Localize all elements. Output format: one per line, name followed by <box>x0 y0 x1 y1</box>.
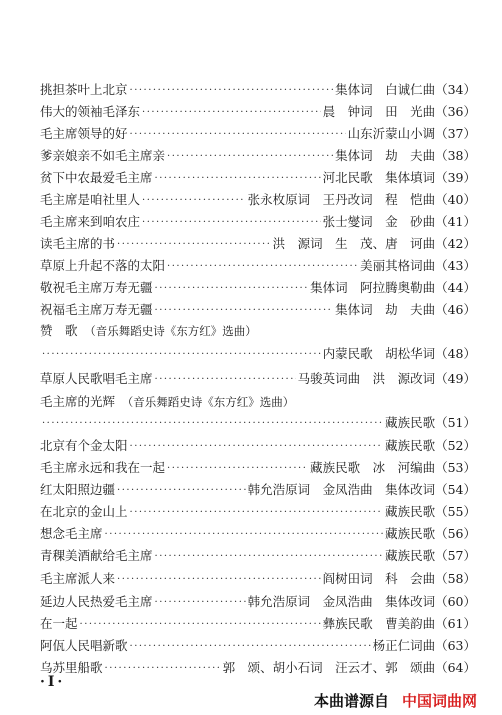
entry-credit: 杨正仁词曲（63） <box>372 638 476 653</box>
entry-title: 毛主席派人来 <box>40 571 116 586</box>
leader-dots <box>105 662 221 676</box>
entry-title: 想念毛主席 <box>40 526 103 541</box>
entry-title: 祝福毛主席万寿无疆 <box>40 302 153 317</box>
entry-title: 敬祝毛主席万寿无疆 <box>40 280 153 295</box>
entry-credit: 藏族民歌（57） <box>385 548 476 563</box>
entry-title: 毛主席的光辉 <box>40 394 116 409</box>
entry-title: 草原人民歌唱毛主席 <box>40 371 153 386</box>
entry-credit: 张永枚原词 王丹改词 程 恺曲（40） <box>247 192 476 207</box>
entry-credit: 藏族民歌 冰 河编曲（53） <box>310 460 476 475</box>
leader-dots <box>117 238 271 252</box>
leader-dots <box>167 150 333 164</box>
toc-entry[interactable] <box>40 520 476 542</box>
footer-source-text: 本曲谱源自 <box>314 692 390 710</box>
entry-credit: 洪 源词 生 茂、唐 诃曲（42） <box>272 236 476 251</box>
toc-entry[interactable] <box>40 76 476 98</box>
toc-entry[interactable] <box>40 296 476 318</box>
entry-title: 读毛主席的书 <box>40 236 116 251</box>
leader-dots <box>42 417 383 431</box>
entry-title: 北京有个金太阳 <box>40 438 128 453</box>
entry-credit: 藏族民歌（52） <box>385 438 476 453</box>
entry-credit: 集体词 阿拉腾奥勒曲（44） <box>310 280 476 295</box>
leader-dots <box>105 528 384 542</box>
toc-entry[interactable] <box>40 208 476 230</box>
leader-dots <box>117 573 321 587</box>
entry-credit: 马骏英词曲 洪 源改词（49） <box>297 371 476 386</box>
toc-entry[interactable] <box>40 565 476 587</box>
leader-dots <box>155 550 384 564</box>
toc-entry-heading[interactable] <box>40 392 294 410</box>
toc-entry[interactable] <box>40 454 476 476</box>
toc-entry[interactable] <box>40 252 476 274</box>
entry-credit: 韩允浩原词 金凤浩曲 集体改词（60） <box>247 594 476 609</box>
leader-dots <box>130 128 346 142</box>
entry-credit: 河北民歌 集体填词（39） <box>322 170 476 185</box>
entry-credit: 集体词 劫 夫曲（46） <box>335 302 476 317</box>
entry-credit: 张士燮词 金 砂曲（41） <box>322 214 476 229</box>
entry-title: 红太阳照边疆 <box>40 482 116 497</box>
leader-dots <box>155 172 321 186</box>
entry-credit: 彝族民歌 曹美韵曲（61） <box>322 616 476 631</box>
entry-title: 在一起 <box>40 616 78 631</box>
entry-title: 贫下中农最爱毛主席 <box>40 170 153 185</box>
entry-title: 草原上升起不落的太阳 <box>40 258 166 273</box>
entry-credit: 郭 颂、胡小石词 汪云才、郭 颂曲（64） <box>222 660 476 675</box>
leader-dots <box>130 440 384 454</box>
entry-title: 延边人民热爱毛主席 <box>40 594 153 609</box>
leader-dots <box>167 260 358 274</box>
entry-title: 毛主席永远和我在一起 <box>40 460 166 475</box>
toc-entry[interactable] <box>40 588 476 610</box>
entry-credit: 山东沂蒙山小调（37） <box>347 126 476 141</box>
entry-credit: 内蒙民歌 胡松华词（48） <box>322 346 476 361</box>
entry-credit: 美丽其格词曲（43） <box>360 258 476 273</box>
toc-entry[interactable] <box>40 365 476 387</box>
entry-title: 青稞美酒献给毛主席 <box>40 548 153 563</box>
entry-credit: 韩允浩原词 金凤浩曲 集体改词（54） <box>247 482 476 497</box>
toc-entry[interactable] <box>40 654 476 676</box>
entry-credit: 集体词 白诚仁曲（34） <box>335 82 476 97</box>
entry-note: （音乐舞蹈史诗《东方红》选曲） <box>127 395 295 409</box>
entry-title: 挑担茶叶上北京 <box>40 82 128 97</box>
leader-dots <box>130 640 371 654</box>
entry-title: 毛主席来到咱农庄 <box>40 214 141 229</box>
entry-title: 赞 歌 <box>40 323 78 338</box>
entry-title: 乌苏里船歌 <box>40 660 103 675</box>
leader-dots <box>155 304 334 318</box>
toc-entry[interactable] <box>40 120 476 142</box>
toc-entry-heading[interactable] <box>40 321 257 339</box>
toc-entry-continuation[interactable] <box>40 409 476 431</box>
page-number: ·Ⅰ· <box>40 674 66 690</box>
toc-entry[interactable] <box>40 230 476 252</box>
leader-dots <box>142 106 321 120</box>
leader-dots <box>42 348 321 362</box>
toc-entry[interactable] <box>40 610 476 632</box>
toc-entry[interactable] <box>40 142 476 164</box>
entry-title: 伟大的领袖毛泽东 <box>40 104 141 119</box>
footer-site-link[interactable]: 中国词曲网 <box>402 692 478 710</box>
entry-title: 阿佤人民唱新歌 <box>40 638 128 653</box>
entry-note: （音乐舞蹈史诗《东方红》选曲） <box>90 324 257 338</box>
entry-title: 毛主席领导的好 <box>40 126 128 141</box>
leader-dots <box>155 282 309 296</box>
toc-entry[interactable] <box>40 164 476 186</box>
leader-dots <box>142 216 321 230</box>
toc-entry[interactable] <box>40 632 476 654</box>
toc-entry[interactable] <box>40 274 476 296</box>
toc-entry[interactable] <box>40 98 476 120</box>
toc-entry[interactable] <box>40 476 476 498</box>
entry-credit: 阎树田词 科 会曲（58） <box>322 571 476 586</box>
entry-credit: 藏族民歌（55） <box>385 504 476 519</box>
entry-title: 在北京的金山上 <box>40 504 128 519</box>
leader-dots <box>80 618 321 632</box>
entry-credit: 集体词 劫 夫曲（38） <box>335 148 476 163</box>
toc-entry[interactable] <box>40 498 476 520</box>
toc-entry-continuation[interactable] <box>40 340 476 362</box>
leader-dots <box>130 84 334 98</box>
toc-entry[interactable] <box>40 542 476 564</box>
leader-dots <box>142 194 246 208</box>
entry-credit: 晨 钟词 田 光曲（36） <box>322 104 476 119</box>
entry-title: 毛主席是咱社里人 <box>40 192 141 207</box>
entry-credit: 藏族民歌（51） <box>385 415 476 430</box>
leader-dots <box>130 506 384 520</box>
toc-entry[interactable] <box>40 432 476 454</box>
entry-credit: 藏族民歌（56） <box>385 526 476 541</box>
leader-dots <box>155 596 246 610</box>
leader-dots <box>167 462 308 476</box>
toc-entry[interactable] <box>40 186 476 208</box>
entry-title: 爹亲娘亲不如毛主席亲 <box>40 148 166 163</box>
leader-dots <box>155 373 296 387</box>
leader-dots <box>117 484 246 498</box>
